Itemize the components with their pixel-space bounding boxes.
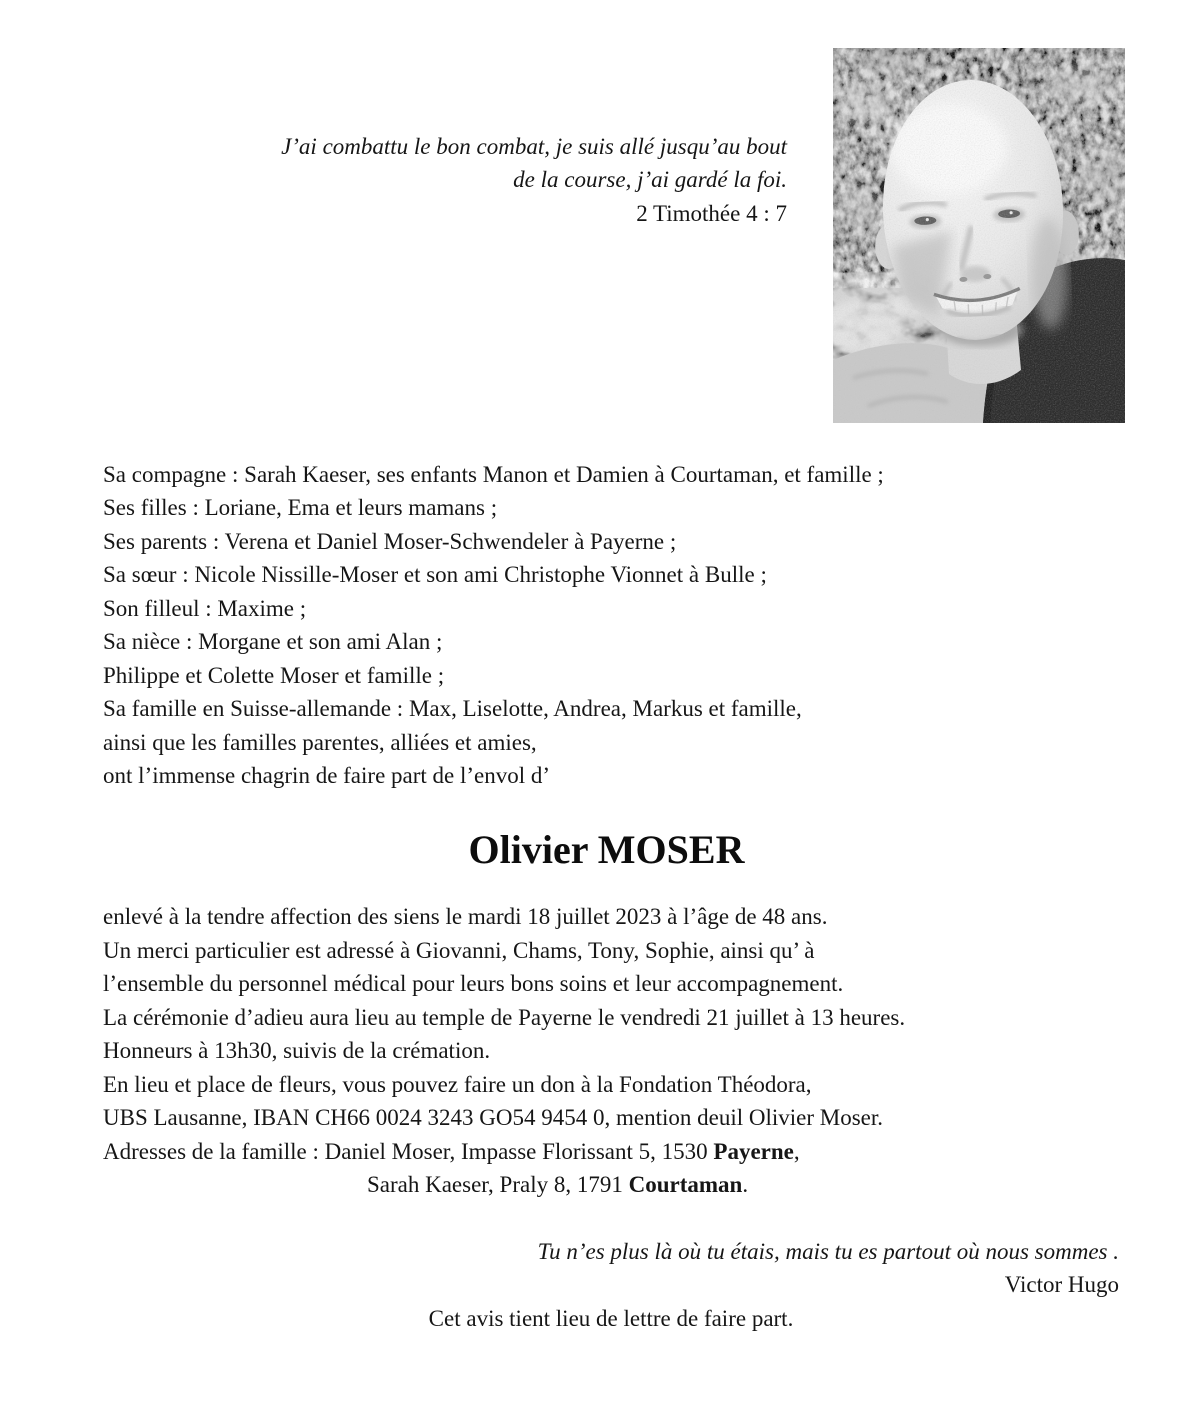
- address-suffix: .: [742, 1172, 749, 1197]
- closing-quote: Tu n’es plus là où tu étais, mais tu es partout où nous sommes .: [537, 1239, 1119, 1264]
- family-line: ainsi que les familles parentes, alliées et amies,: [103, 729, 537, 755]
- announcement-line: enlevé à la tendre affection des siens le mardi 18 juillet 2023 à l’âge de 48 ans.: [103, 904, 828, 929]
- closing-notice: Cet avis tient lieu de lettre de faire part.: [428, 1305, 794, 1331]
- epigraph-reference: 2 Timothée 4 : 7: [636, 200, 787, 226]
- family-line: Sa nièce : Morgane et son ami Alan ;: [103, 629, 443, 655]
- family-line: Philippe et Colette Moser et famille ;: [103, 662, 445, 688]
- family-line: Ses parents : Verena et Daniel Moser-Schwendeler à Payerne ;: [103, 528, 677, 554]
- family-list: [103, 458, 884, 793]
- announcement-line: UBS Lausanne, IBAN CH66 0024 3243 GO54 9454 0, mention deuil Olivier Moser.: [103, 1105, 884, 1130]
- announcement-text: [103, 900, 905, 1202]
- announcement-line: Un merci particulier est adressé à Giovanni, Chams, Tony, Sophie, ainsi qu’ à: [103, 937, 815, 963]
- family-address-line-2: [103, 1168, 905, 1202]
- family-address-line-1: [103, 1135, 905, 1169]
- announcement-line: En lieu et place de fleurs, vous pouvez faire un don à la Fondation Théodora,: [103, 1071, 812, 1097]
- closing-quote-author: Victor Hugo: [1004, 1272, 1119, 1298]
- address-prefix: Adresses de la famille : Daniel Moser, Impasse Florissant 5, 1530: [103, 1138, 714, 1164]
- address-suffix: ,: [793, 1138, 800, 1164]
- announcement-line: La cérémonie d’adieu aura lieu au temple de Payerne le vendredi 21 juillet à 13 heures.: [103, 1004, 906, 1030]
- announcement-line: Honneurs à 13h30, suivis de la crémation.: [103, 1038, 491, 1063]
- family-line: Son filleul : Maxime ;: [103, 595, 307, 621]
- family-line: Sa sœur : Nicole Nissille-Moser et son ami Christophe Vionnet à Bulle ;: [103, 562, 767, 588]
- epigraph-line-2: de la course, j’ai gardé la foi.: [513, 167, 787, 193]
- address-prefix: Sarah Kaeser, Praly 8, 1791: [367, 1172, 629, 1197]
- family-line: Sa famille en Suisse-allemande : Max, Liselotte, Andrea, Markus et famille,: [103, 696, 802, 722]
- portrait-photo: [833, 48, 1125, 423]
- deceased-name: Olivier MOSER: [468, 827, 745, 872]
- address-city: Payerne: [713, 1138, 794, 1164]
- family-line: Ses filles : Loriane, Ema et leurs mamans ;: [103, 495, 498, 521]
- epigraph-quote: [281, 130, 787, 230]
- family-line: Sa compagne : Sarah Kaeser, ses enfants Manon et Damien à Courtaman, et famille ;: [103, 462, 884, 487]
- closing-section: [103, 1235, 1119, 1335]
- announcement-line: l’ensemble du personnel médical pour leurs bons soins et leur accompagnement.: [103, 971, 844, 996]
- portrait-photo-image: [833, 48, 1125, 423]
- family-line: ont l’immense chagrin de faire part de l’envol d’: [103, 763, 551, 789]
- epigraph-line-1: J’ai combattu le bon combat, je suis allé jusqu’au bout: [281, 134, 787, 159]
- address-city: Courtaman: [628, 1172, 743, 1197]
